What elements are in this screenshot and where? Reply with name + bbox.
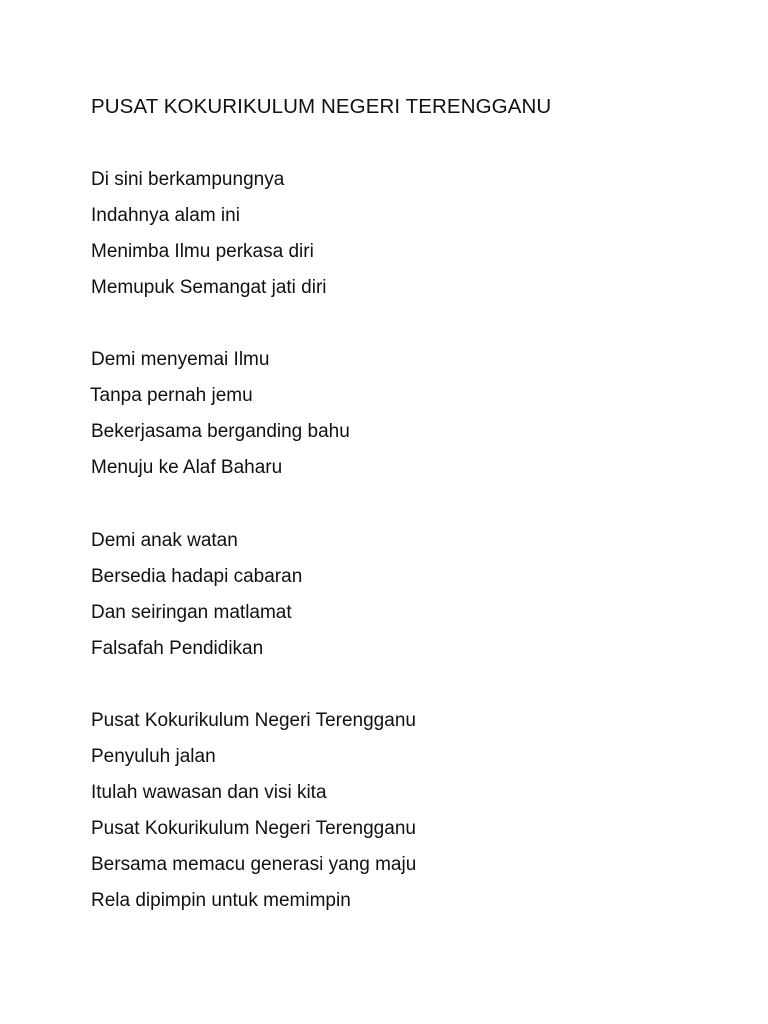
stanza-1-line-4: Memupuk Semangat jati diri: [91, 277, 327, 298]
stanza-4-line-1: Pusat Kokurikulum Negeri Terengganu: [91, 710, 416, 731]
stanza-2-line-1: Demi menyemai Ilmu: [91, 349, 270, 370]
stanza-2-line-4: Menuju ke Alaf Baharu: [91, 457, 283, 478]
stanza-2-line-2: Tanpa pernah jemu: [90, 385, 253, 406]
stanza-1-line-1: Di sini berkampungnya: [91, 169, 285, 190]
stanza-1-line-2: Indahnya alam ini: [91, 205, 240, 226]
stanza-4-line-6: Rela dipimpin untuk memimpin: [91, 890, 351, 911]
stanza-4-line-3: Itulah wawasan dan visi kita: [91, 782, 327, 803]
stanza-3-line-4: Falsafah Pendidikan: [91, 638, 264, 659]
stanza-4-line-4: Pusat Kokurikulum Negeri Terengganu: [91, 818, 416, 839]
stanza-1-line-3: Menimba Ilmu perkasa diri: [91, 241, 314, 262]
stanza-3-line-2: Bersedia hadapi cabaran: [91, 566, 303, 587]
stanza-3-line-3: Dan seiringan matlamat: [91, 602, 292, 623]
stanza-4-line-2: Penyuluh jalan: [91, 746, 216, 767]
stanza-2-line-3: Bekerjasama berganding bahu: [91, 421, 350, 442]
stanza-3-line-1: Demi anak watan: [91, 530, 238, 551]
document-title: PUSAT KOKURIKULUM NEGERI TERENGGANU: [91, 95, 552, 118]
stanza-4-line-5: Bersama memacu generasi yang maju: [91, 854, 417, 875]
